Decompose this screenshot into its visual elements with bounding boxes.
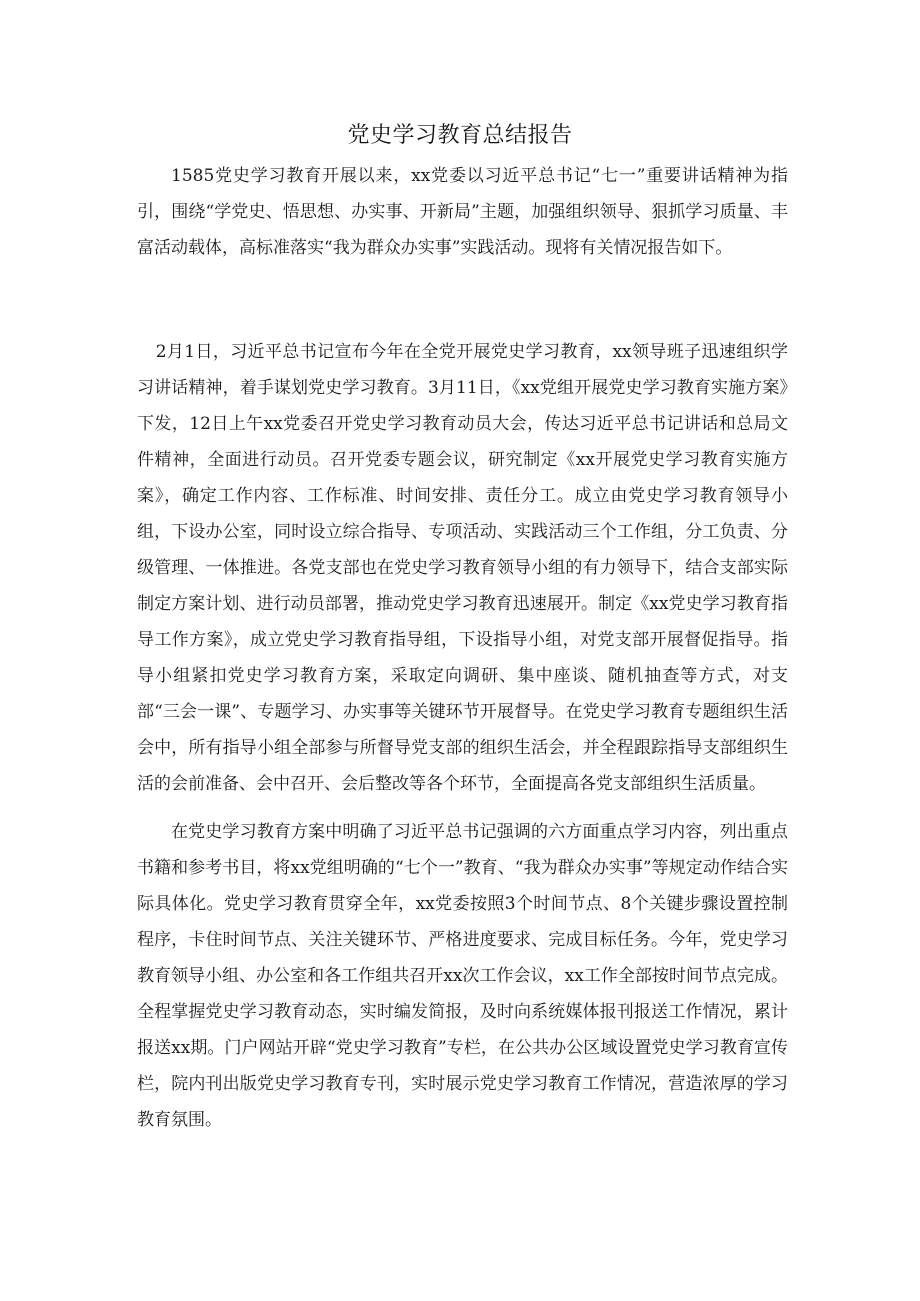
paragraph-organization: 2月1日，习近平总书记宣布今年在全党开展党史学习教育，xx领导班子迅速组织学习讲话精神，着手谋划党史学习教育。3月11日，《xx党组开展党史学习教育实施方案》下发，12日上午xx党委召开党史学习教育动员大会，传达习近平总书记讲话和总局文件精神，全面进行动员。召开党委专题会议，研究制定《xx开展党史学习教育实施方案》，确定工作内容、工作标准、时间安排、责任分工。成立由党史学习教育领导小组，下设办公室，同时设立综合指导、专项活动、实践活动三个工作组，分工负责、分级管理、一体推进。各党支部也在党史学习教育领导小组的有力领导下，结合支部实际制定方案计划、进行动员部署，推动党史学习教育迅速展开。制定《xx党史学习教育指导工作方案》，成立党史学习教育指导组，下设指导小组，对党支部开展督促指导。指导小组紧扣党史学习教育方案，采取定向调研、集中座谈、随机抽查等方式，对支部“三会一课”、专题学习、办实事等关键环节开展督导。在党史学习教育专题组织生活会中，所有指导小组全部参与所督导党支部的组织生活会，并全程跟踪指导支部组织生活的会前准备、会中召开、会后整改等各个环节，全面提高各党支部组织生活质量。 [137,342,788,794]
paragraph-implementation: 在党史学习教育方案中明确了习近平总书记强调的六方面重点学习内容，列出重点书籍和参考书目，将xx党组明确的“七个一”教育、“我为群众办实事”等规定动作结合实际具体化。党史学习教育贯穿全年，xx党委按照3个时间节点、8个关键步骤设置控制程序，卡住时间节点、关注关键环节、严格进度要求、完成目标任务。今年，党史学习教育领导小组、办公室和各工作组共召开xx次工作会议，xx工作全部按时间节点完成。全程掌握党史学习教育动态，实时编发简报，及时向系统媒体报刊报送工作情况，累计报送xx期。门户网站开辟“党史学习教育”专栏，在公共办公区域设置党史学习教育宣传栏，院内刊出版党史学习教育专刊，实时展示党史学习教育工作情况，营造浓厚的学习教育氛围。 [137,822,788,1130]
paragraph-intro: 1585党史学习教育开展以来，xx党委以习近平总书记“七一”重要讲话精神为指引，围绕“学党史、悟思想、办实事、开新局”主题，加强组织领导、狠抓学习质量、丰富活动载体，高标准落实“我为群众办实事”实践活动。现将有关情况报告如下。 [137,166,788,258]
document-title: 党史学习教育总结报告 [347,123,573,148]
